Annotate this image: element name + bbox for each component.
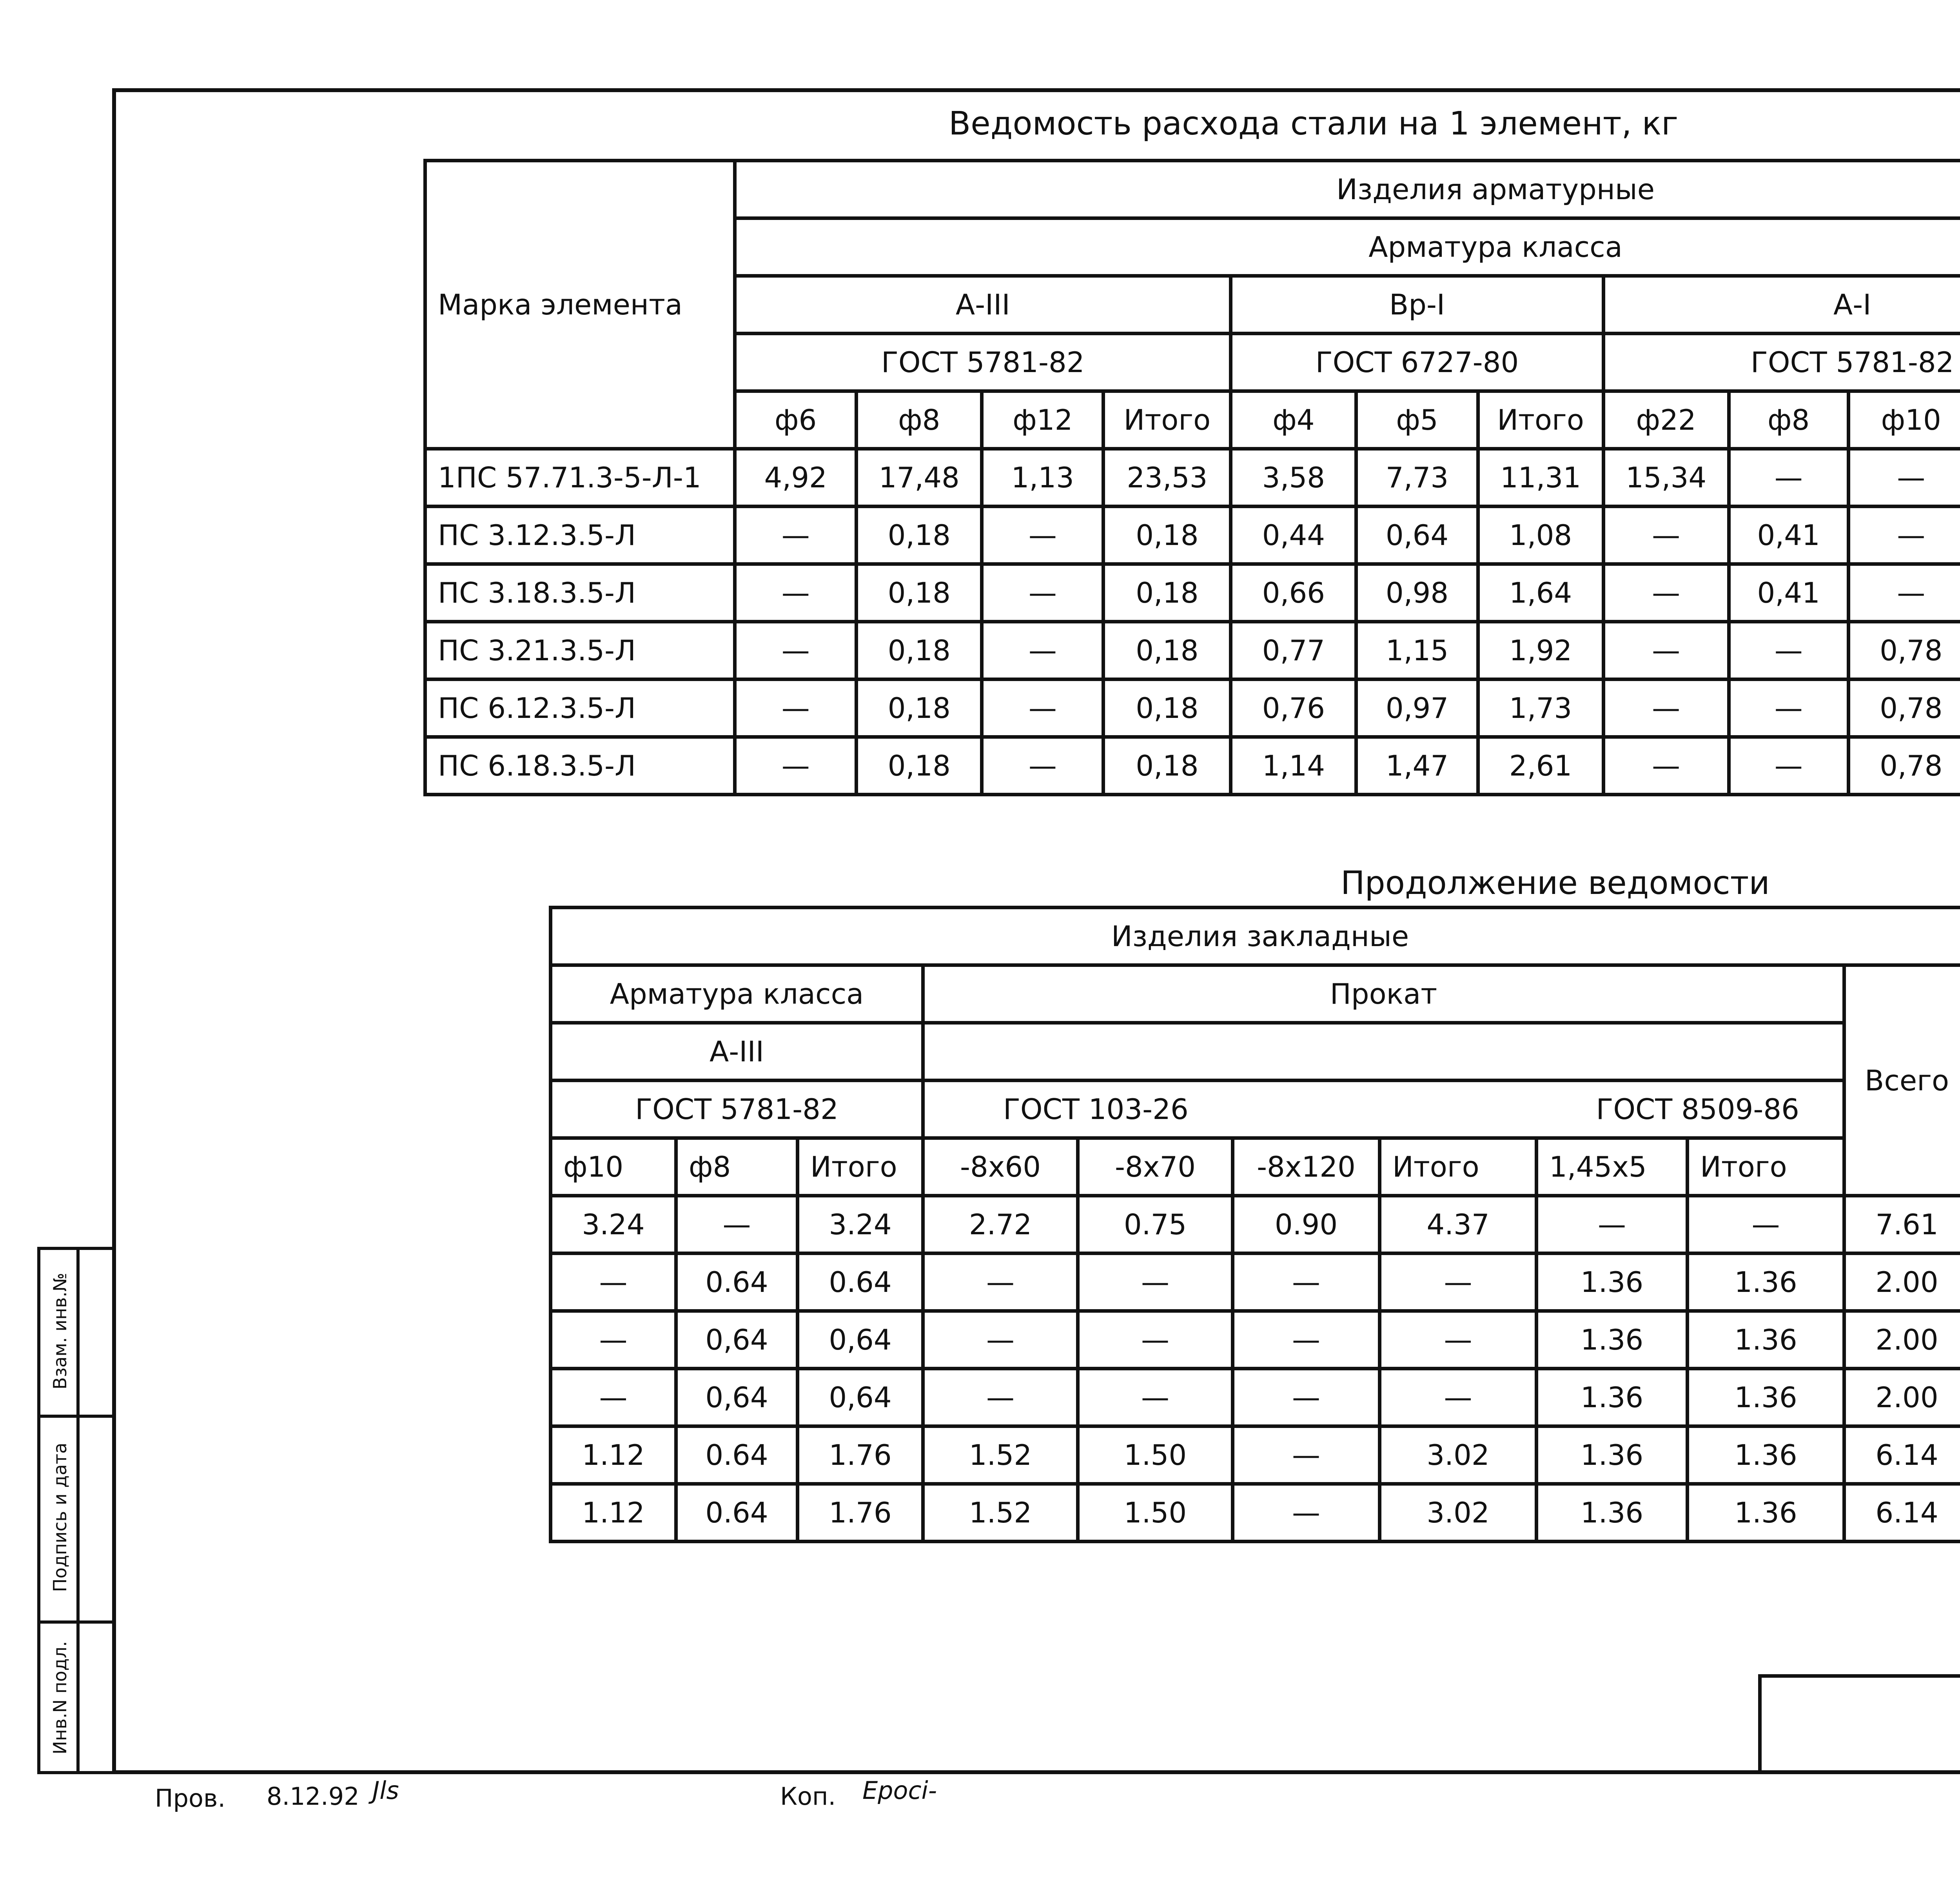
table-cell: — [923, 1311, 1078, 1369]
table-cell: 0,18 [1103, 679, 1231, 737]
table-cell: 0,18 [1103, 737, 1231, 795]
table-cell: — [982, 507, 1103, 564]
header-total: Всего [1844, 965, 1960, 1196]
table-cell: 1.36 [1688, 1369, 1844, 1426]
table-cell: — [1729, 622, 1848, 679]
table-cell: — [551, 1253, 676, 1311]
header-standard: ГОСТ 5781-82 [1603, 334, 1960, 391]
table-cell: — [1233, 1426, 1380, 1484]
header-standards [923, 1081, 1844, 1138]
table-cell: 2.72 [923, 1196, 1078, 1253]
table-cell: 0,77 [1231, 622, 1356, 679]
table-cell: 0,18 [857, 737, 982, 795]
table-row [551, 1196, 1960, 1253]
table-cell: 1.76 [798, 1426, 923, 1484]
column-header: ф10 [551, 1138, 676, 1196]
table-cell: 0,18 [857, 564, 982, 622]
signature-date-label: Подпись и дата [49, 1442, 71, 1592]
column-header: Итого [1478, 391, 1603, 449]
table-cell: — [982, 622, 1103, 679]
header-standard: ГОСТ 8509-86 [1596, 1093, 1799, 1126]
header-standard: ГОСТ 103-26 [1003, 1093, 1189, 1126]
table-cell: 1.36 [1537, 1484, 1688, 1542]
table-cell: — [1078, 1253, 1233, 1311]
table-cell: 3,58 [1231, 449, 1356, 507]
table-cell: 1.36 [1688, 1426, 1844, 1484]
table-cell: 0,78 [1848, 622, 1960, 679]
table-cell: — [1380, 1253, 1537, 1311]
column-header: ф10 [1848, 391, 1960, 449]
table-cell: 0,41 [1729, 564, 1848, 622]
table-cell: — [1729, 449, 1848, 507]
table-cell: 0,18 [857, 679, 982, 737]
table-cell: 1.36 [1688, 1484, 1844, 1542]
table-cell: 1,13 [982, 449, 1103, 507]
embedded-parts-table [549, 906, 1960, 1543]
table-cell: 1,14 [1231, 737, 1356, 795]
table-cell: 0,18 [1103, 507, 1231, 564]
table-cell: 0,18 [1103, 622, 1231, 679]
table-cell: 2,61 [1478, 737, 1603, 795]
table-cell: — [1233, 1253, 1380, 1311]
table-cell: — [676, 1196, 798, 1253]
element-mark: ПС 3.18.3.5-Л [425, 564, 735, 622]
column-header: -8х120 [1233, 1138, 1380, 1196]
element-mark: ПС 6.18.3.5-Л [425, 737, 735, 795]
column-header: ф5 [1356, 391, 1478, 449]
table-cell: — [551, 1311, 676, 1369]
checked-label: Пров. [155, 1784, 226, 1813]
header-standard: ГОСТ 5781-82 [551, 1081, 923, 1138]
table-cell: 17,48 [857, 449, 982, 507]
table-cell: 3.24 [551, 1196, 676, 1253]
element-mark: 1ПС 57.71.3-5-Л-1 [425, 449, 735, 507]
column-header: ф12 [982, 391, 1103, 449]
table-cell: 1.52 [923, 1426, 1078, 1484]
table-cell: 0,18 [857, 507, 982, 564]
table-row [425, 449, 1960, 507]
table-row [551, 1426, 1960, 1484]
table-cell: 3.02 [1380, 1484, 1537, 1542]
table-cell: — [923, 1253, 1078, 1311]
table-cell: — [1233, 1484, 1380, 1542]
table-cell: — [735, 737, 857, 795]
table-cell: 0,44 [1231, 507, 1356, 564]
column-header: Итого [798, 1138, 923, 1196]
inventory-number-label: Инв.N подл. [49, 1641, 71, 1755]
replacement-inventory-label: Взам. инв.№ [49, 1273, 71, 1390]
table-cell: — [1380, 1369, 1537, 1426]
table-cell: 1.12 [551, 1426, 676, 1484]
header-group-a1: А-I [1603, 276, 1960, 334]
table-cell: 1.12 [551, 1484, 676, 1542]
table-row [551, 1484, 1960, 1542]
title-block [1758, 1674, 1960, 1774]
side-stamp [37, 1247, 116, 1774]
table-cell: 6.14 [1844, 1426, 1960, 1484]
table-cell: — [1233, 1311, 1380, 1369]
header-embedded-products: Изделия закладные [551, 908, 1960, 965]
table-row [551, 1369, 1960, 1426]
table-cell: 0,64 [676, 1311, 798, 1369]
table-cell: — [1729, 737, 1848, 795]
table-cell: — [1233, 1369, 1380, 1426]
column-header: Итого [1380, 1138, 1537, 1196]
table-cell: 7.61 [1844, 1196, 1960, 1253]
table-cell: — [1603, 679, 1729, 737]
table-cell: 3.24 [798, 1196, 923, 1253]
table-cell: 1.76 [798, 1484, 923, 1542]
table-row [425, 622, 1960, 679]
table-cell: 11,31 [1478, 449, 1603, 507]
table-row [425, 507, 1960, 564]
checked-signature: Jls [372, 1776, 399, 1805]
header-class: Арматура класса [551, 965, 923, 1023]
header-standard: ГОСТ 5781-82 [735, 334, 1231, 391]
table-cell: — [735, 564, 857, 622]
table-cell: 0,98 [1356, 564, 1478, 622]
column-header: -8х70 [1078, 1138, 1233, 1196]
table-cell: 0,64 [1356, 507, 1478, 564]
header-blank [923, 1023, 1844, 1081]
table-row [425, 564, 1960, 622]
table-cell: — [982, 737, 1103, 795]
table-cell: 1.36 [1537, 1253, 1688, 1311]
column-header: ф6 [735, 391, 857, 449]
element-mark: ПС 3.12.3.5-Л [425, 507, 735, 564]
table-cell: 1,08 [1478, 507, 1603, 564]
column-header: 1,45х5 [1537, 1138, 1688, 1196]
table-cell: — [923, 1369, 1078, 1426]
table-cell: — [735, 622, 857, 679]
table-cell: 1,92 [1478, 622, 1603, 679]
table-cell: 1,15 [1356, 622, 1478, 679]
header-a3: А-III [551, 1023, 923, 1081]
table-cell: — [1380, 1311, 1537, 1369]
table-cell: 3.02 [1380, 1426, 1537, 1484]
checked-date: 8.12.92 [267, 1782, 359, 1811]
table-cell: 1.36 [1537, 1369, 1688, 1426]
table-cell: — [1603, 507, 1729, 564]
header-group-vr1: Вр-I [1231, 276, 1603, 334]
table1-title: Ведомость расхода стали на 1 элемент, кг [949, 105, 1679, 142]
table-cell: 0,66 [1231, 564, 1356, 622]
table-cell: — [1603, 564, 1729, 622]
table-cell: 0,64 [798, 1311, 923, 1369]
copied-label: Коп. [780, 1782, 836, 1811]
table-cell: 4,92 [735, 449, 857, 507]
table-cell: — [1078, 1369, 1233, 1426]
table-cell: — [1537, 1196, 1688, 1253]
table-cell: — [735, 679, 857, 737]
table-cell: — [1848, 507, 1960, 564]
table-cell: — [1078, 1311, 1233, 1369]
table-cell: — [1603, 622, 1729, 679]
table-cell: — [1603, 737, 1729, 795]
table-cell: 1,64 [1478, 564, 1603, 622]
table-row [425, 679, 1960, 737]
copied-signature: Еросі- [862, 1776, 937, 1805]
table-cell: 2.00 [1844, 1253, 1960, 1311]
table-cell: 0.64 [676, 1253, 798, 1311]
column-header: ф8 [676, 1138, 798, 1196]
table-cell: — [1848, 449, 1960, 507]
column-header: -8х60 [923, 1138, 1078, 1196]
table-cell: — [982, 564, 1103, 622]
table-cell: — [982, 679, 1103, 737]
column-header: ф8 [1729, 391, 1848, 449]
table-cell: — [735, 507, 857, 564]
table-cell: 1.36 [1537, 1311, 1688, 1369]
table-cell: 2.00 [1844, 1311, 1960, 1369]
table-cell: 0.64 [798, 1253, 923, 1311]
table-cell: 1,47 [1356, 737, 1478, 795]
column-header: Итого [1688, 1138, 1844, 1196]
table-cell: — [1729, 679, 1848, 737]
table-cell: 6.14 [1844, 1484, 1960, 1542]
table-cell: 0,76 [1231, 679, 1356, 737]
column-header: ф8 [857, 391, 982, 449]
header-rolled: Прокат [923, 965, 1844, 1023]
table-cell: 15,34 [1603, 449, 1729, 507]
column-header: ф22 [1603, 391, 1729, 449]
table-row [551, 1253, 1960, 1311]
table-cell: 0,18 [1103, 564, 1231, 622]
header-products: Изделия арматурные [735, 161, 1960, 218]
table-cell: — [551, 1369, 676, 1426]
table-cell: 7,73 [1356, 449, 1478, 507]
table-row [425, 737, 1960, 795]
table-cell: 0.64 [676, 1426, 798, 1484]
table-cell: 0,41 [1729, 507, 1848, 564]
table-cell: 0,78 [1848, 737, 1960, 795]
table-cell: 1.36 [1688, 1253, 1844, 1311]
header-standard: ГОСТ 6727-80 [1231, 334, 1603, 391]
table-cell: 0,78 [1848, 679, 1960, 737]
table-row [551, 1311, 1960, 1369]
table-cell: 0.75 [1078, 1196, 1233, 1253]
table2-title: Продолжение ведомости [1341, 865, 1770, 902]
table-cell: 1.50 [1078, 1484, 1233, 1542]
table-cell: 1.50 [1078, 1426, 1233, 1484]
element-mark: ПС 3.21.3.5-Л [425, 622, 735, 679]
element-mark: ПС 6.12.3.5-Л [425, 679, 735, 737]
header-class: Арматура класса [735, 218, 1960, 276]
table-cell: 1,73 [1478, 679, 1603, 737]
table-cell: 0.90 [1233, 1196, 1380, 1253]
table-cell: 4.37 [1380, 1196, 1537, 1253]
table-cell: 1.36 [1688, 1311, 1844, 1369]
table-cell: 0,97 [1356, 679, 1478, 737]
table-cell: 2.00 [1844, 1369, 1960, 1426]
column-header: ф4 [1231, 391, 1356, 449]
table-cell: 0.64 [676, 1484, 798, 1542]
table-cell: — [1688, 1196, 1844, 1253]
table-cell: 0,64 [676, 1369, 798, 1426]
header-mark: Марка элемента [425, 161, 735, 449]
column-header: Итого [1103, 391, 1231, 449]
table-cell: 0,18 [857, 622, 982, 679]
table-cell: 1.52 [923, 1484, 1078, 1542]
steel-consumption-table [423, 159, 1960, 796]
table-cell: 23,53 [1103, 449, 1231, 507]
table-cell: 1.36 [1537, 1426, 1688, 1484]
table-cell: 0,64 [798, 1369, 923, 1426]
table-cell: — [1848, 564, 1960, 622]
header-group-a3: А-III [735, 276, 1231, 334]
